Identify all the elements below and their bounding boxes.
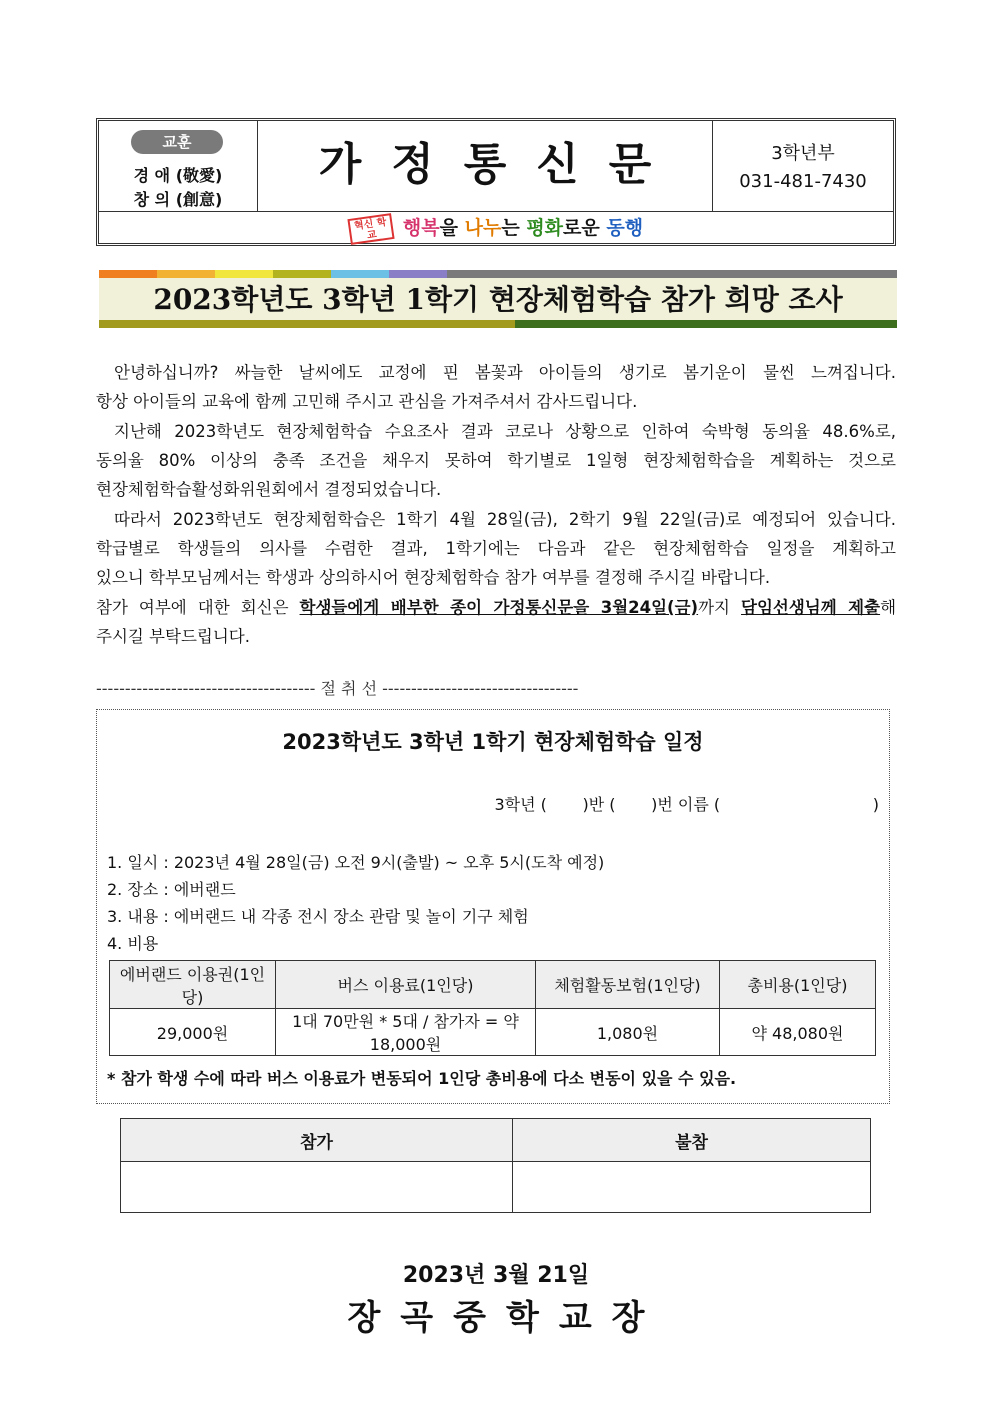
issue-date: 2023년 3월 21일	[402, 1263, 590, 1288]
table-row	[110, 1009, 876, 1056]
body-line-4: 동의율 80% 이상의 충족 조건을 채우지 못하여 학기별로 1일형 현장체험학습을 계획하는 것으로	[96, 451, 896, 470]
body-line-8: 있으니 학부모님께서는 학생과 상의하시어 현장체험학습 참가 여부를 결정해 주시길 바랍니다.	[96, 568, 771, 587]
schedule-item-cost: 4. 비용	[107, 934, 159, 953]
innovation-school-stamp-icon: 혁신 학교	[347, 213, 394, 245]
cost-header-bus: 버스 이용료(1인당)	[276, 961, 536, 1009]
cost-insurance: 1,080원	[536, 1009, 720, 1056]
cost-note: * 참가 학생 수에 따라 버스 이용료가 변동되어 1인당 총비용에 다소 변동이 있을 수 있음.	[107, 1069, 737, 1088]
reply-mid: 까지	[698, 598, 741, 617]
attend-no-cell[interactable]	[513, 1162, 871, 1213]
attendance-table	[120, 1118, 871, 1213]
cost-total: 약 48,080원	[720, 1009, 876, 1056]
body-line-5: 현장체험학습활성화위원회에서 결정되었습니다.	[96, 480, 442, 499]
cost-header-total: 총비용(1인당)	[720, 961, 876, 1009]
body-line-1: 안녕하십니까? 싸늘한 날씨에도 교정에 핀 봄꽃과 아이들의 생기로 봄기운이 물씬 느껴집니다.	[114, 363, 896, 382]
slogan-segment: 행복	[402, 217, 440, 239]
cost-table	[109, 960, 876, 1056]
schedule-item-place: 2. 장소 : 에버랜드	[107, 880, 236, 899]
band-stripe-segment	[389, 270, 447, 278]
cut-line-label: 절 취 선	[320, 679, 378, 698]
cost-ticket: 29,000원	[110, 1009, 276, 1056]
student-info-field[interactable]: 3학년 ( )반 ( )번 이름 ( )	[494, 795, 879, 814]
band-stripe-segment	[331, 270, 389, 278]
slogan-text	[403, 217, 643, 239]
cut-line: -------------------------------------- 절 취 선 ----------------------------------	[96, 679, 579, 698]
contact-info	[712, 121, 893, 211]
attend-header-no: 불참	[513, 1119, 871, 1162]
phone-number: 031-481-7430	[739, 171, 867, 192]
title-band-top-stripe	[99, 270, 897, 278]
cost-table-header	[110, 961, 876, 1009]
slogan-segment: 로운	[563, 217, 607, 239]
motto-line-1: 경 애 (敬愛)	[133, 166, 223, 185]
band-stripe-segment	[215, 270, 273, 278]
schedule-item-content: 3. 내용 : 에버랜드 내 각종 전시 장소 관람 및 놀이 기구 체험	[107, 907, 529, 926]
reply-submit-emphasis: 담임선생님께 제출	[741, 598, 881, 617]
motto-line-2: 창 의 (創意)	[133, 190, 223, 209]
motto-badge: 교훈	[131, 130, 223, 154]
band-stripe-segment	[99, 270, 157, 278]
slogan-segment: 을	[439, 217, 465, 239]
band-stripe-segment	[515, 320, 897, 328]
reply-form-title: 2023학년도 3학년 1학기 현장체험학습 일정	[282, 730, 704, 754]
slogan-segment: 나누	[464, 217, 502, 239]
school-motto	[99, 121, 258, 211]
principal-signature: 장곡중학교장	[347, 1298, 665, 1338]
body-last-line: 주시길 부탁드립니다.	[96, 627, 250, 646]
school-slogan	[99, 213, 893, 243]
band-stripe-segment	[157, 270, 215, 278]
reply-instruction-line	[96, 593, 896, 622]
newsletter-header	[96, 118, 896, 246]
cost-bus: 1대 70만원 * 5대 / 참가자 = 약 18,000원	[276, 1009, 536, 1056]
newsletter-title: 가정통신문	[318, 139, 682, 190]
slogan-segment: 는	[501, 217, 527, 239]
slogan-segment: 동행	[606, 217, 644, 239]
reply-deadline-emphasis: 학생들에게 배부한 종이 가정통신문을 3월24일(금)	[299, 598, 699, 617]
cost-header-insurance: 체험활동보험(1인당)	[536, 961, 720, 1009]
attend-yes-cell[interactable]	[121, 1162, 513, 1213]
reply-form	[96, 709, 890, 1104]
band-stripe-segment	[273, 270, 331, 278]
attend-header-yes: 참가	[121, 1119, 513, 1162]
band-stripe-segment	[99, 320, 515, 328]
body-line-6: 따라서 2023학년도 현장체험학습은 1학기 4월 28일(금), 2학기 9월 22일(금)로 예정되어 있습니다.	[114, 510, 896, 529]
slogan-segment: 평화	[526, 217, 564, 239]
schedule-item-date: 1. 일시 : 2023년 4월 28일(금) 오전 9시(출발) ~ 오후 5시(도착 예정)	[107, 853, 605, 872]
title-band-bottom-stripe	[99, 320, 897, 328]
reply-pre: 참가 여부에 대한 회신은	[96, 598, 300, 617]
body-line-3: 지난해 2023학년도 현장체험학습 수요조사 결과 코로나 상황으로 인하여 숙박형 동의율 48.6%로,	[114, 422, 896, 441]
department: 3학년부	[771, 143, 835, 164]
body-line-7: 학급별로 학생들의 의사를 수렴한 결과, 1학기에는 다음과 같은 현장체험학습 일정을 계획하고	[96, 539, 896, 558]
document-title: 2023학년도 3학년 1학기 현장체험학습 참가 희망 조사	[99, 278, 897, 320]
cost-header-ticket: 에버랜드 이용권(1인당)	[110, 961, 276, 1009]
band-stripe-segment	[447, 270, 897, 278]
body-line-2: 항상 아이들의 교육에 함께 고민해 주시고 관심을 가져주셔서 감사드립니다.	[96, 392, 638, 411]
header-top-row	[99, 121, 893, 212]
reply-post: 해	[880, 598, 897, 617]
